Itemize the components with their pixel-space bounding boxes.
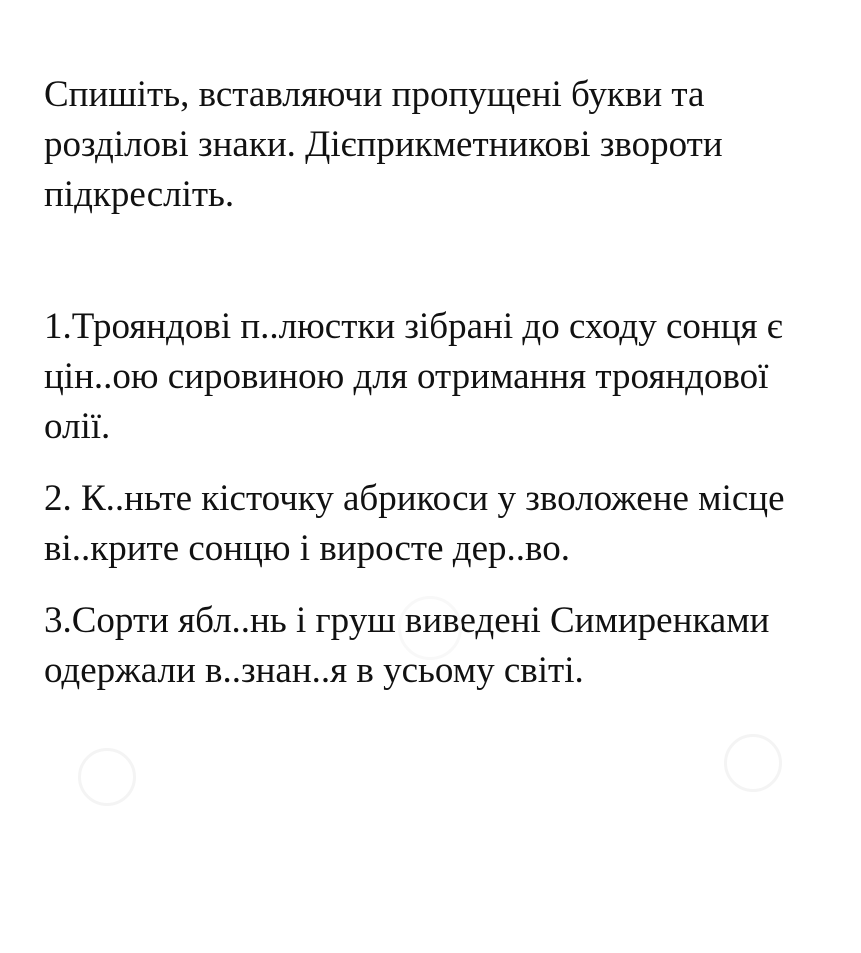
exercise-2-line-2: ві..крите сонцю і виросте дер..во. — [44, 528, 570, 569]
exercise-1-line-3: олії. — [44, 406, 111, 447]
exercise-item-1 — [44, 302, 844, 452]
exercise-2-line-1: 2. К..ньте кісточку абрикоси у зволожене місце — [44, 478, 785, 519]
exercise-1-line-2: цін..ою сировиною для отримання трояндової — [44, 356, 769, 397]
faint-circle-decoration — [398, 596, 462, 660]
exercise-3-line-1: 3.Сорти ябл..нь і груш виведені Симиренками — [44, 600, 770, 641]
exercise-1-line-1: 1.Трояндові п..люстки зібрані до сходу сонця є — [44, 306, 783, 347]
instruction-line-3: підкресліть. — [44, 174, 235, 215]
instruction-line-2: розділові знаки. Дієприкметникові звороти — [44, 124, 723, 165]
instruction-line-1: Спишіть, вставляючи пропущені букви та — [44, 74, 705, 115]
exercise-item-2 — [44, 474, 844, 574]
task-instruction — [44, 70, 844, 220]
faint-circle-decoration — [724, 734, 782, 792]
faint-circle-decoration — [78, 748, 136, 806]
exercise-3-line-2: одержали в..знан..я в усьому світі. — [44, 650, 584, 691]
